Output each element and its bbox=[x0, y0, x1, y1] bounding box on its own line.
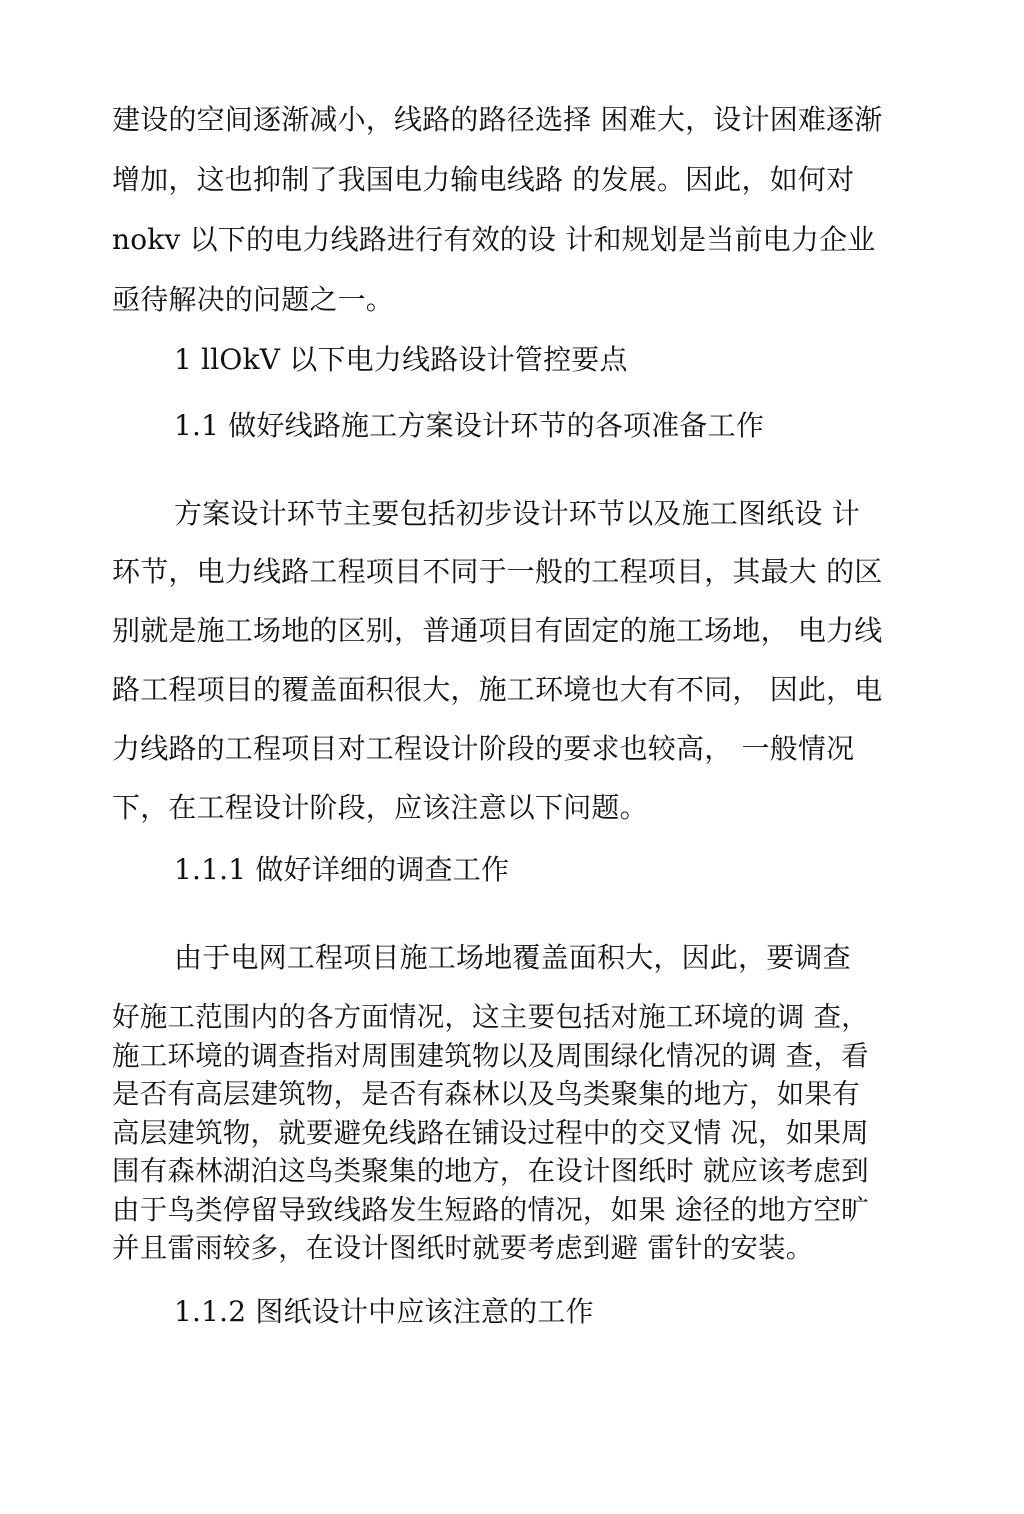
paragraph-line: 高层建筑物，就要避免线路在铺设过程中的交叉情 况，如果周 bbox=[112, 1117, 869, 1149]
subsubsection-heading: 1.1.1 做好详细的调查工作 bbox=[174, 853, 510, 886]
paragraph-line: 施工环境的调查指对周围建筑物以及周围绿化情况的调 查，看 bbox=[112, 1040, 869, 1072]
paragraph-line: 环节，电力线路工程项目不同于一般的工程项目，其最大 的区 bbox=[112, 555, 883, 588]
subsection-heading: 1.1 做好线路施工方案设计环节的各项准备工作 bbox=[174, 409, 765, 442]
subsubsection-heading: 1.1.2 图纸设计中应该注意的工作 bbox=[174, 1295, 594, 1328]
paragraph-line: 围有森林湖泊这鸟类聚集的地方，在设计图纸时 就应该考虑到 bbox=[112, 1155, 869, 1187]
paragraph-line: 由于电网工程项目施工场地覆盖面积大，因此，要调查 bbox=[174, 941, 851, 974]
paragraph-line: 方案设计环节主要包括初步设计环节以及施工图纸设 计 bbox=[174, 497, 860, 530]
section-heading: 1 llOkV 以下电力线路设计管控要点 bbox=[174, 343, 628, 376]
paragraph-line: 建设的空间逐渐减小，线路的路径选择 困难大，设计困难逐渐 bbox=[112, 103, 883, 136]
paragraph-line: 亟待解决的问题之一。 bbox=[112, 283, 395, 316]
paragraph-line: 路工程项目的覆盖面积很大，施工环境也大有不同， 因此，电 bbox=[112, 673, 883, 706]
paragraph-line: 并且雷雨较多，在设计图纸时就要考虑到避 雷针的安装。 bbox=[112, 1232, 814, 1264]
paragraph-line: 别就是施工场地的区别，普通项目有固定的施工场地， 电力线 bbox=[112, 614, 883, 647]
paragraph-line: nokv 以下的电力线路进行有效的设 计和规划是当前电力企业 bbox=[112, 223, 876, 256]
paragraph-line: 力线路的工程项目对工程设计阶段的要求也较高， 一般情况 bbox=[112, 732, 855, 765]
paragraph-line: 是否有高层建筑物，是否有森林以及鸟类聚集的地方，如果有 bbox=[112, 1078, 860, 1110]
paragraph-line: 增加，这也抑制了我国电力输电线路 的发展。因此，如何对 bbox=[112, 163, 855, 196]
paragraph-line: 由于鸟类停留导致线路发生短路的情况，如果 途径的地方空旷 bbox=[112, 1194, 869, 1226]
paragraph-line: 下，在工程设计阶段，应该注意以下问题。 bbox=[112, 791, 648, 824]
paragraph-line: 好施工范围内的各方面情况，这主要包括对施工环境的调 查， bbox=[112, 1001, 869, 1033]
